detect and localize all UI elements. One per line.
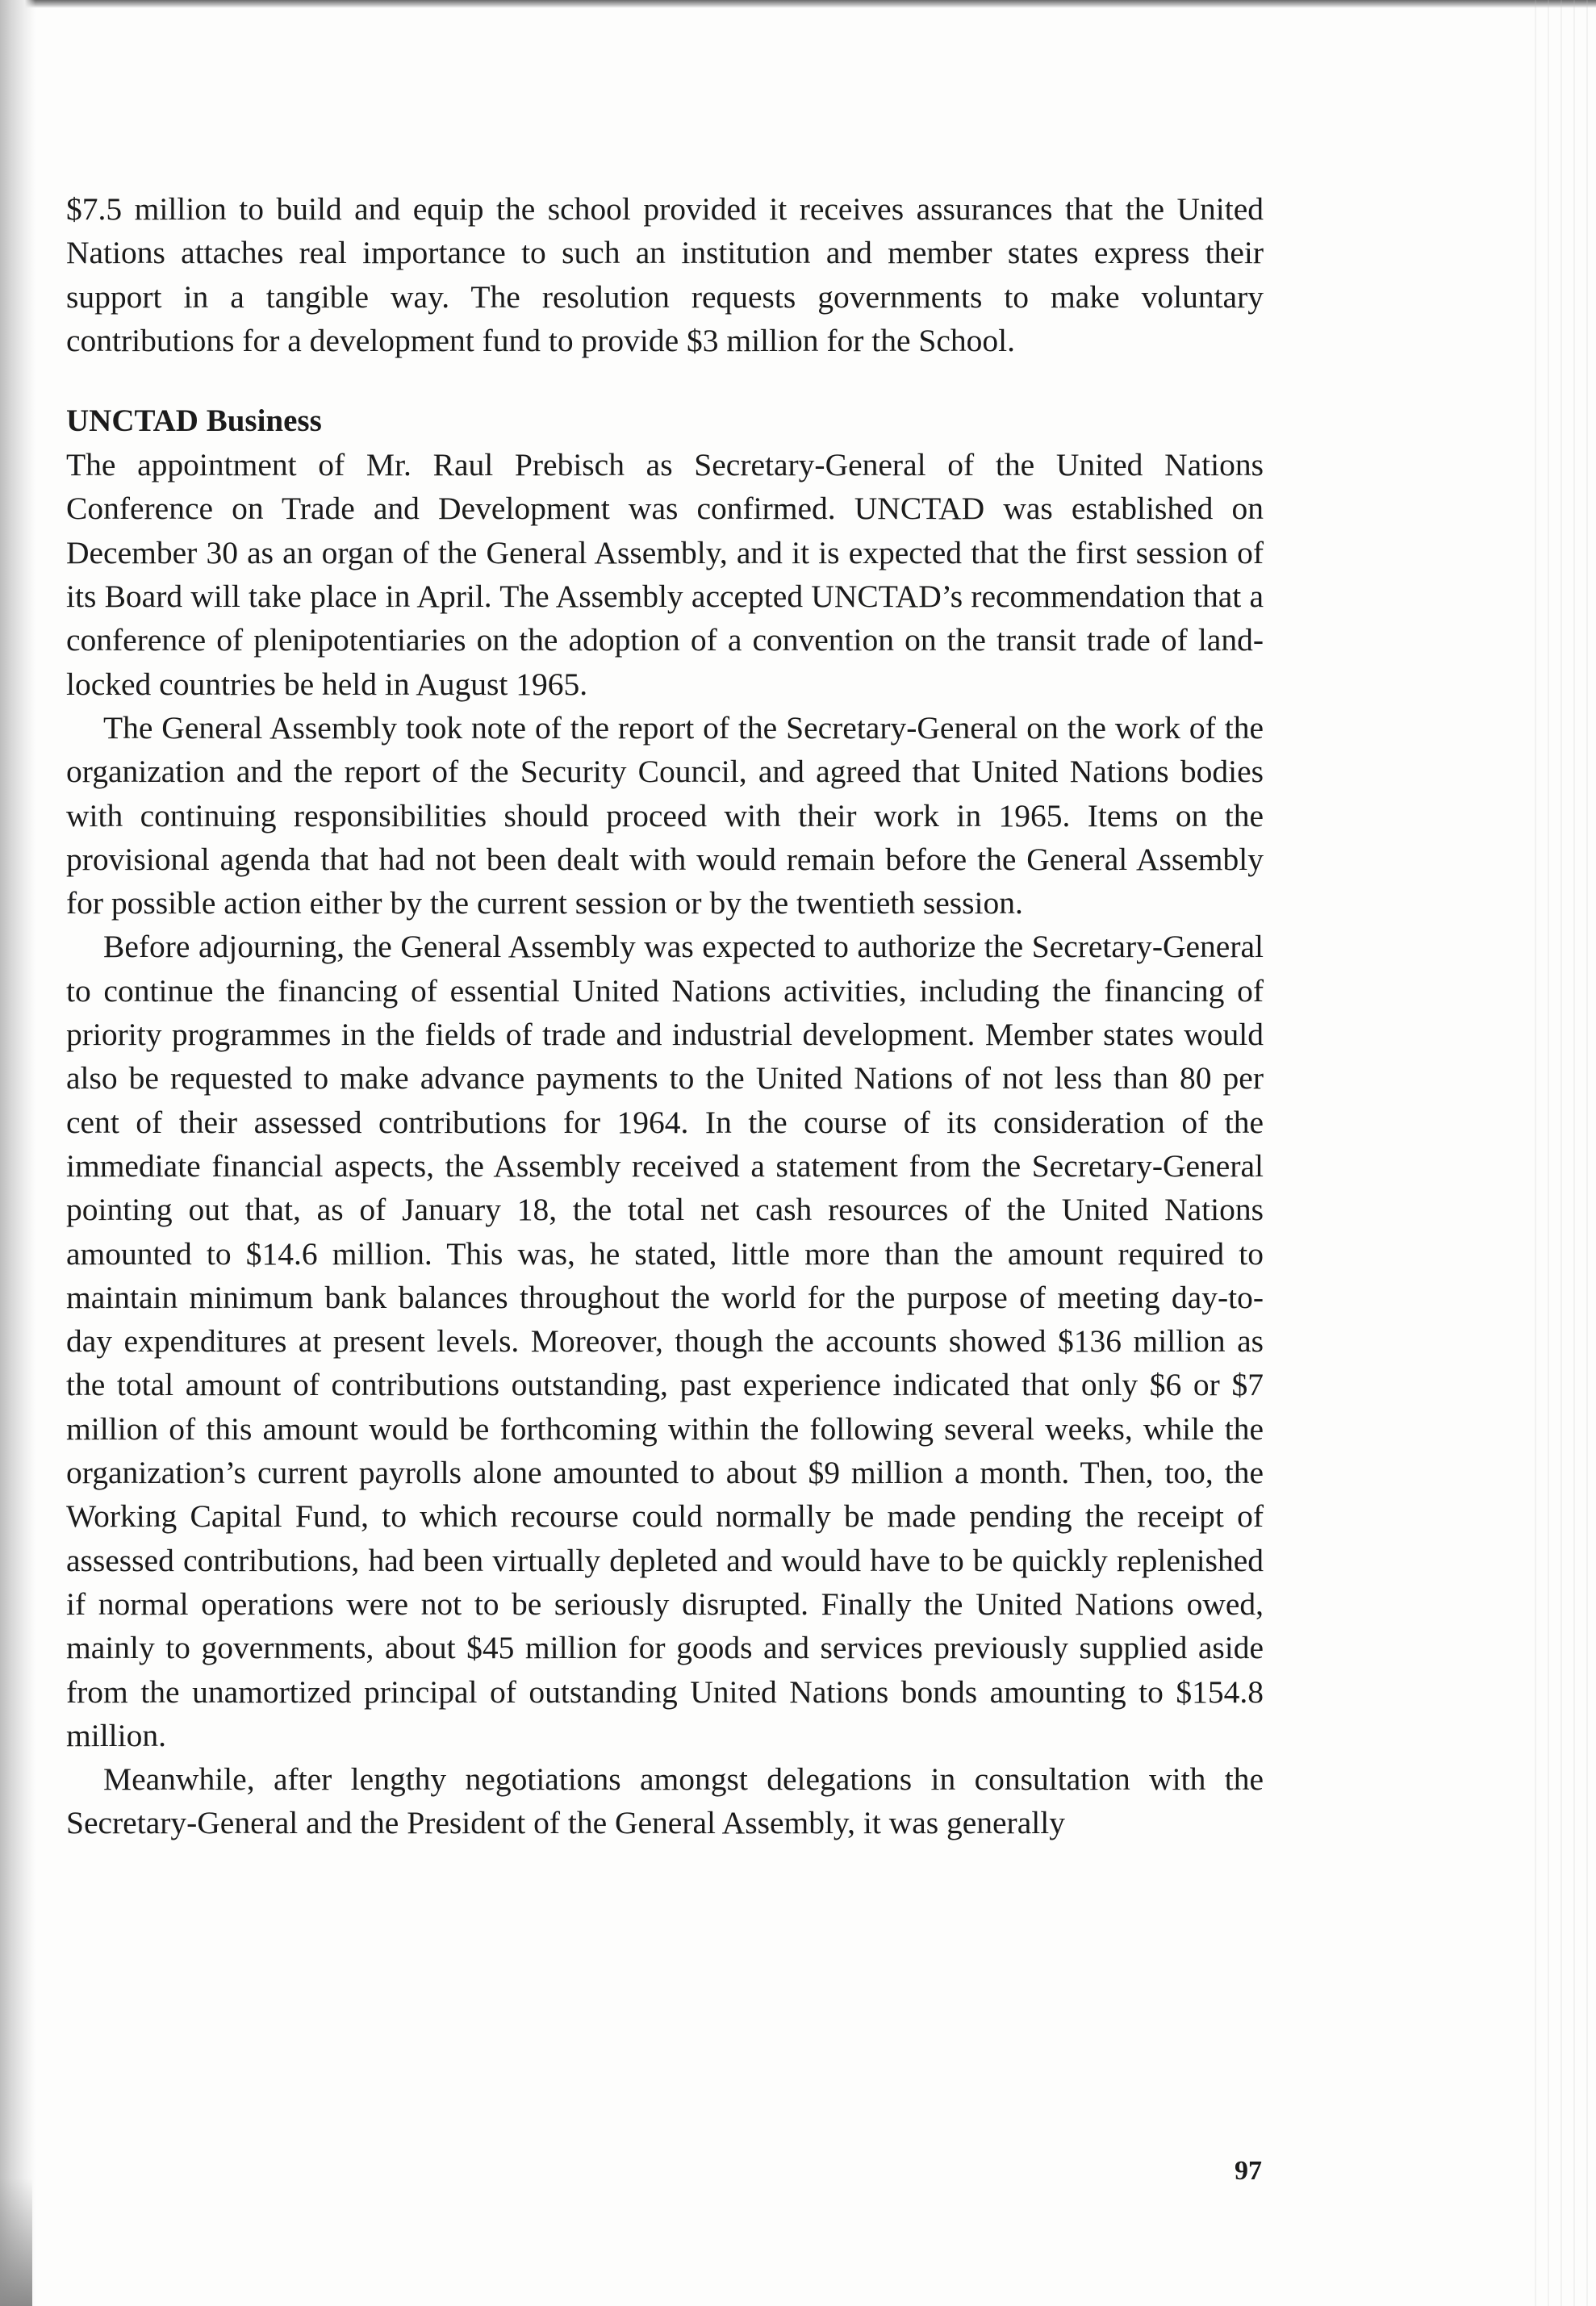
scan-right-edge	[1523, 0, 1596, 2306]
paragraph-general-assembly-report: The General Assembly took note of the report of the Secretary-General on the work of the organization and the report of the Security Council, and agreed that United Nations bodies with continuing responsibilities should proceed with their work in 1965. Items on the provisional agenda that had not been dealt with would remain before the General Assembly for possible action either by the current session or by the twentieth session.	[66, 709, 1264, 921]
section-heading-unctad: UNCTAD Business	[66, 403, 322, 439]
scan-binding-edge	[0, 0, 36, 2306]
paragraph-financing: Before adjourning, the General Assembly was expected to authorize the Secretary-General to continue the financing of essential United Nations activities, including the financing of priority programmes in the fields of trade and industrial development. Member states would also be requested to make advance payments to the United Nations of not less than 80 per cent of their assessed contributions for 1964. In the course of its consideration of the immediate financial aspects, the Assembly received a statement from the Secretary-General pointing out that, as of January 18, the total net cash resources of the United Nations amounted to $14.6 million. This was, he stated, little more than the amount required to maintain minimum bank balances throughout the world for the purpose of meeting day-to-day expenditures at present levels. Moreover, though the accounts showed $136 million as the total amount of contributions outstanding, past experience indicated that only $6 or $7 million of this amount would be forthcoming within the following several weeks, while the organization’s current payrolls alone amounted to about $9 million a month. Then, too, the Working Capital Fund, to which recourse could normally be made pending the receipt of assessed contributions, had been virtually depleted and would have to be quickly replenished if normal operations were not to be seriously disrupted. Finally the United Nations owed, mainly to governments, about $45 million for goods and services previously supplied aside from the unamortized principal of outstanding United Nations bonds amounting to $154.8 million.	[66, 929, 1264, 1753]
scan-binding-shadow	[0, 2179, 32, 2306]
paragraph-negotiations: Meanwhile, after lengthy negotiations amongst delegations in consultation with the Secretary-General and the President of the General Assembly, it was generally	[66, 1761, 1264, 1841]
paragraph-unctad-appointment: The appointment of Mr. Raul Prebisch as Secretary-General of the United Nations Conference on Trade and Development was confirmed. UNCTAD was established on December 30 as an organ of the General Assembly, and it is expected that the first session of its Board will take place in April. The Assembly accepted UNCTAD’s recommendation that a conference of plenipotentiaries on the adoption of a convention on the transit trade of land-locked countries be held in August 1965.	[66, 447, 1264, 702]
body-text	[66, 187, 1264, 1845]
scan-top-edge	[0, 0, 1596, 8]
page-number: 97	[1235, 2156, 1262, 2186]
paragraph-school-funding: $7.5 million to build and equip the school provided it receives assurances that the United Nations attaches real importance to such an institution and member states express their support in a tangible way. The resolution requests governments to make voluntary contributions for a development fund to provide $3 million for the School.	[66, 191, 1264, 358]
